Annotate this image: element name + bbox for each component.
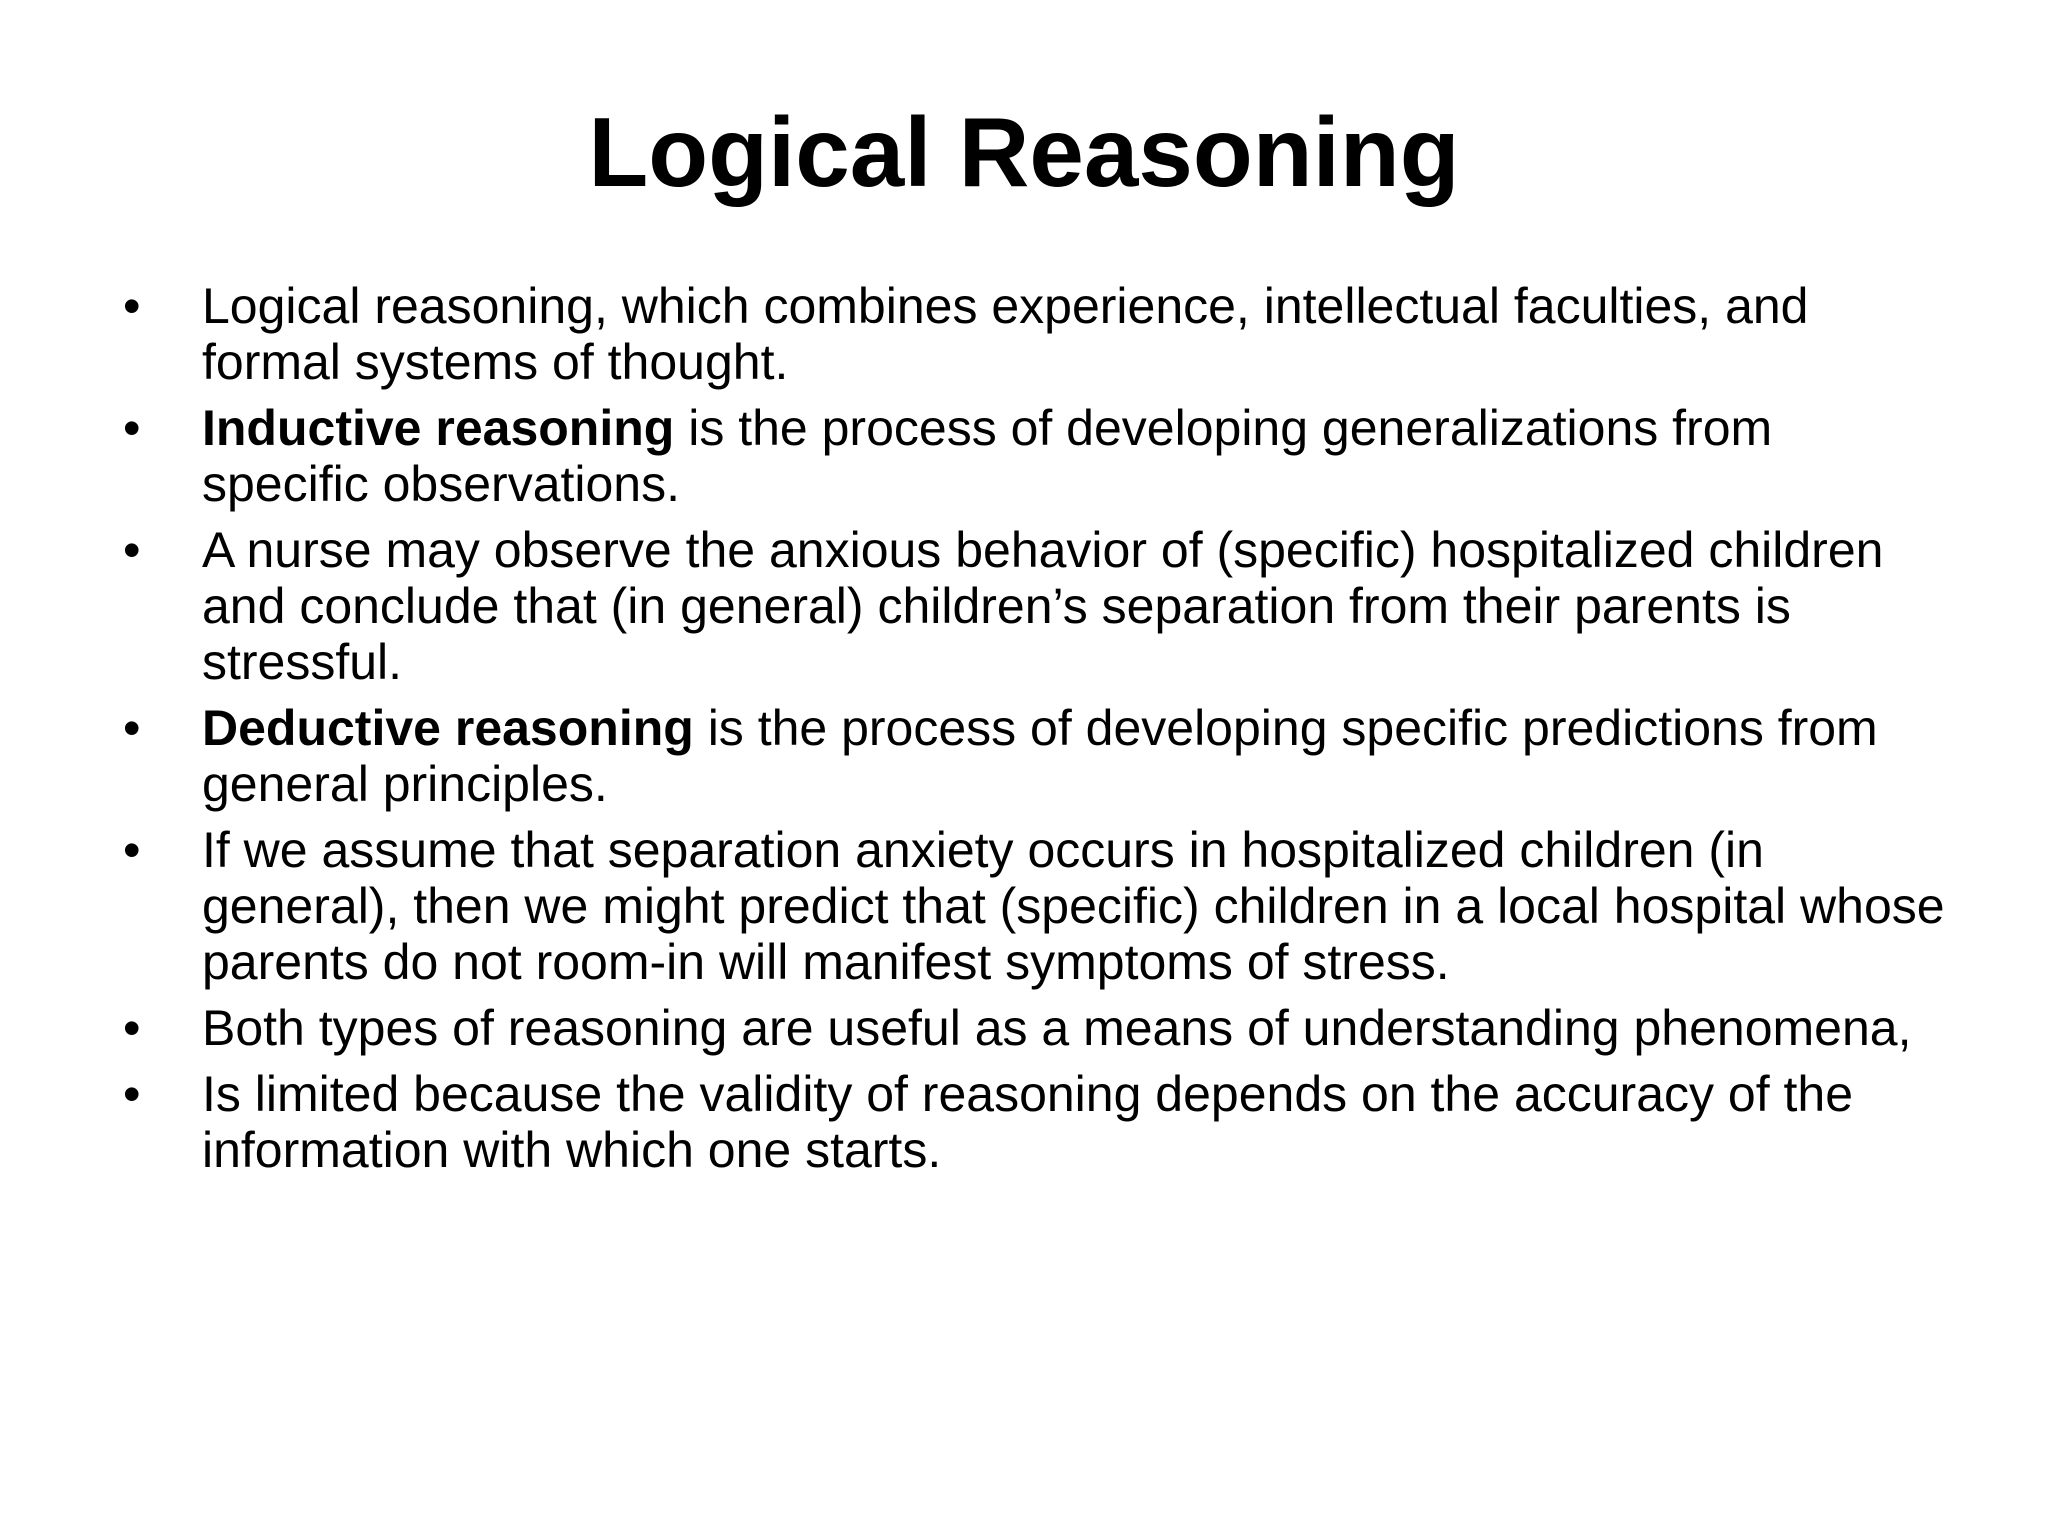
bullet-body: Both types of reasoning are useful as a means of understanding phenomena, — [202, 1000, 1912, 1056]
bullet-item — [118, 400, 1948, 512]
bullet-body: is the process of developing generalizations from specific observations. — [202, 400, 1773, 512]
bullet-text — [202, 278, 1809, 390]
bullet-icon: • — [123, 1066, 141, 1122]
bullet-icon: • — [123, 700, 141, 756]
bullet-item — [118, 700, 1948, 812]
bullet-item — [118, 278, 1948, 390]
bullet-item — [118, 522, 1948, 690]
bullet-text — [202, 700, 1878, 812]
bullet-text — [202, 1000, 1911, 1056]
bullet-body: A nurse may observe the anxious behavior of (specific) hospitalized children and conclude that (in general) children’s separation from their parents is stressful. — [202, 522, 1884, 690]
bullet-text — [202, 522, 1883, 690]
bullet-body: If we assume that separation anxiety occurs in hospitalized children (in general), then we might predict that (specific) children in a local hospital whose parents do not room-in will manifest symptoms of stress. — [202, 822, 1945, 990]
bullet-item — [118, 822, 1948, 990]
bullet-icon: • — [123, 278, 141, 334]
bullet-text — [202, 1066, 1853, 1178]
bullet-text — [202, 400, 1772, 512]
bullet-icon: • — [123, 522, 141, 578]
bullet-bold-term: Inductive reasoning — [202, 400, 675, 456]
bullet-icon: • — [123, 822, 141, 878]
bullet-body: Is limited because the validity of reasoning depends on the accuracy of the information with which one starts. — [202, 1066, 1854, 1178]
bullet-bold-term: Deductive reasoning — [202, 700, 694, 756]
bullet-list — [118, 278, 1948, 1188]
bullet-icon: • — [123, 400, 141, 456]
bullet-body: Logical reasoning, which combines experience, intellectual faculties, and formal systems of thought. — [202, 278, 1809, 390]
bullet-body: is the process of developing specific predictions from general principles. — [202, 700, 1878, 812]
bullet-icon: • — [123, 1000, 141, 1056]
bullet-text — [202, 822, 1945, 990]
bullet-item — [118, 1000, 1948, 1056]
bullet-item — [118, 1066, 1948, 1178]
slide-title: Logical Reasoning — [588, 97, 1460, 207]
